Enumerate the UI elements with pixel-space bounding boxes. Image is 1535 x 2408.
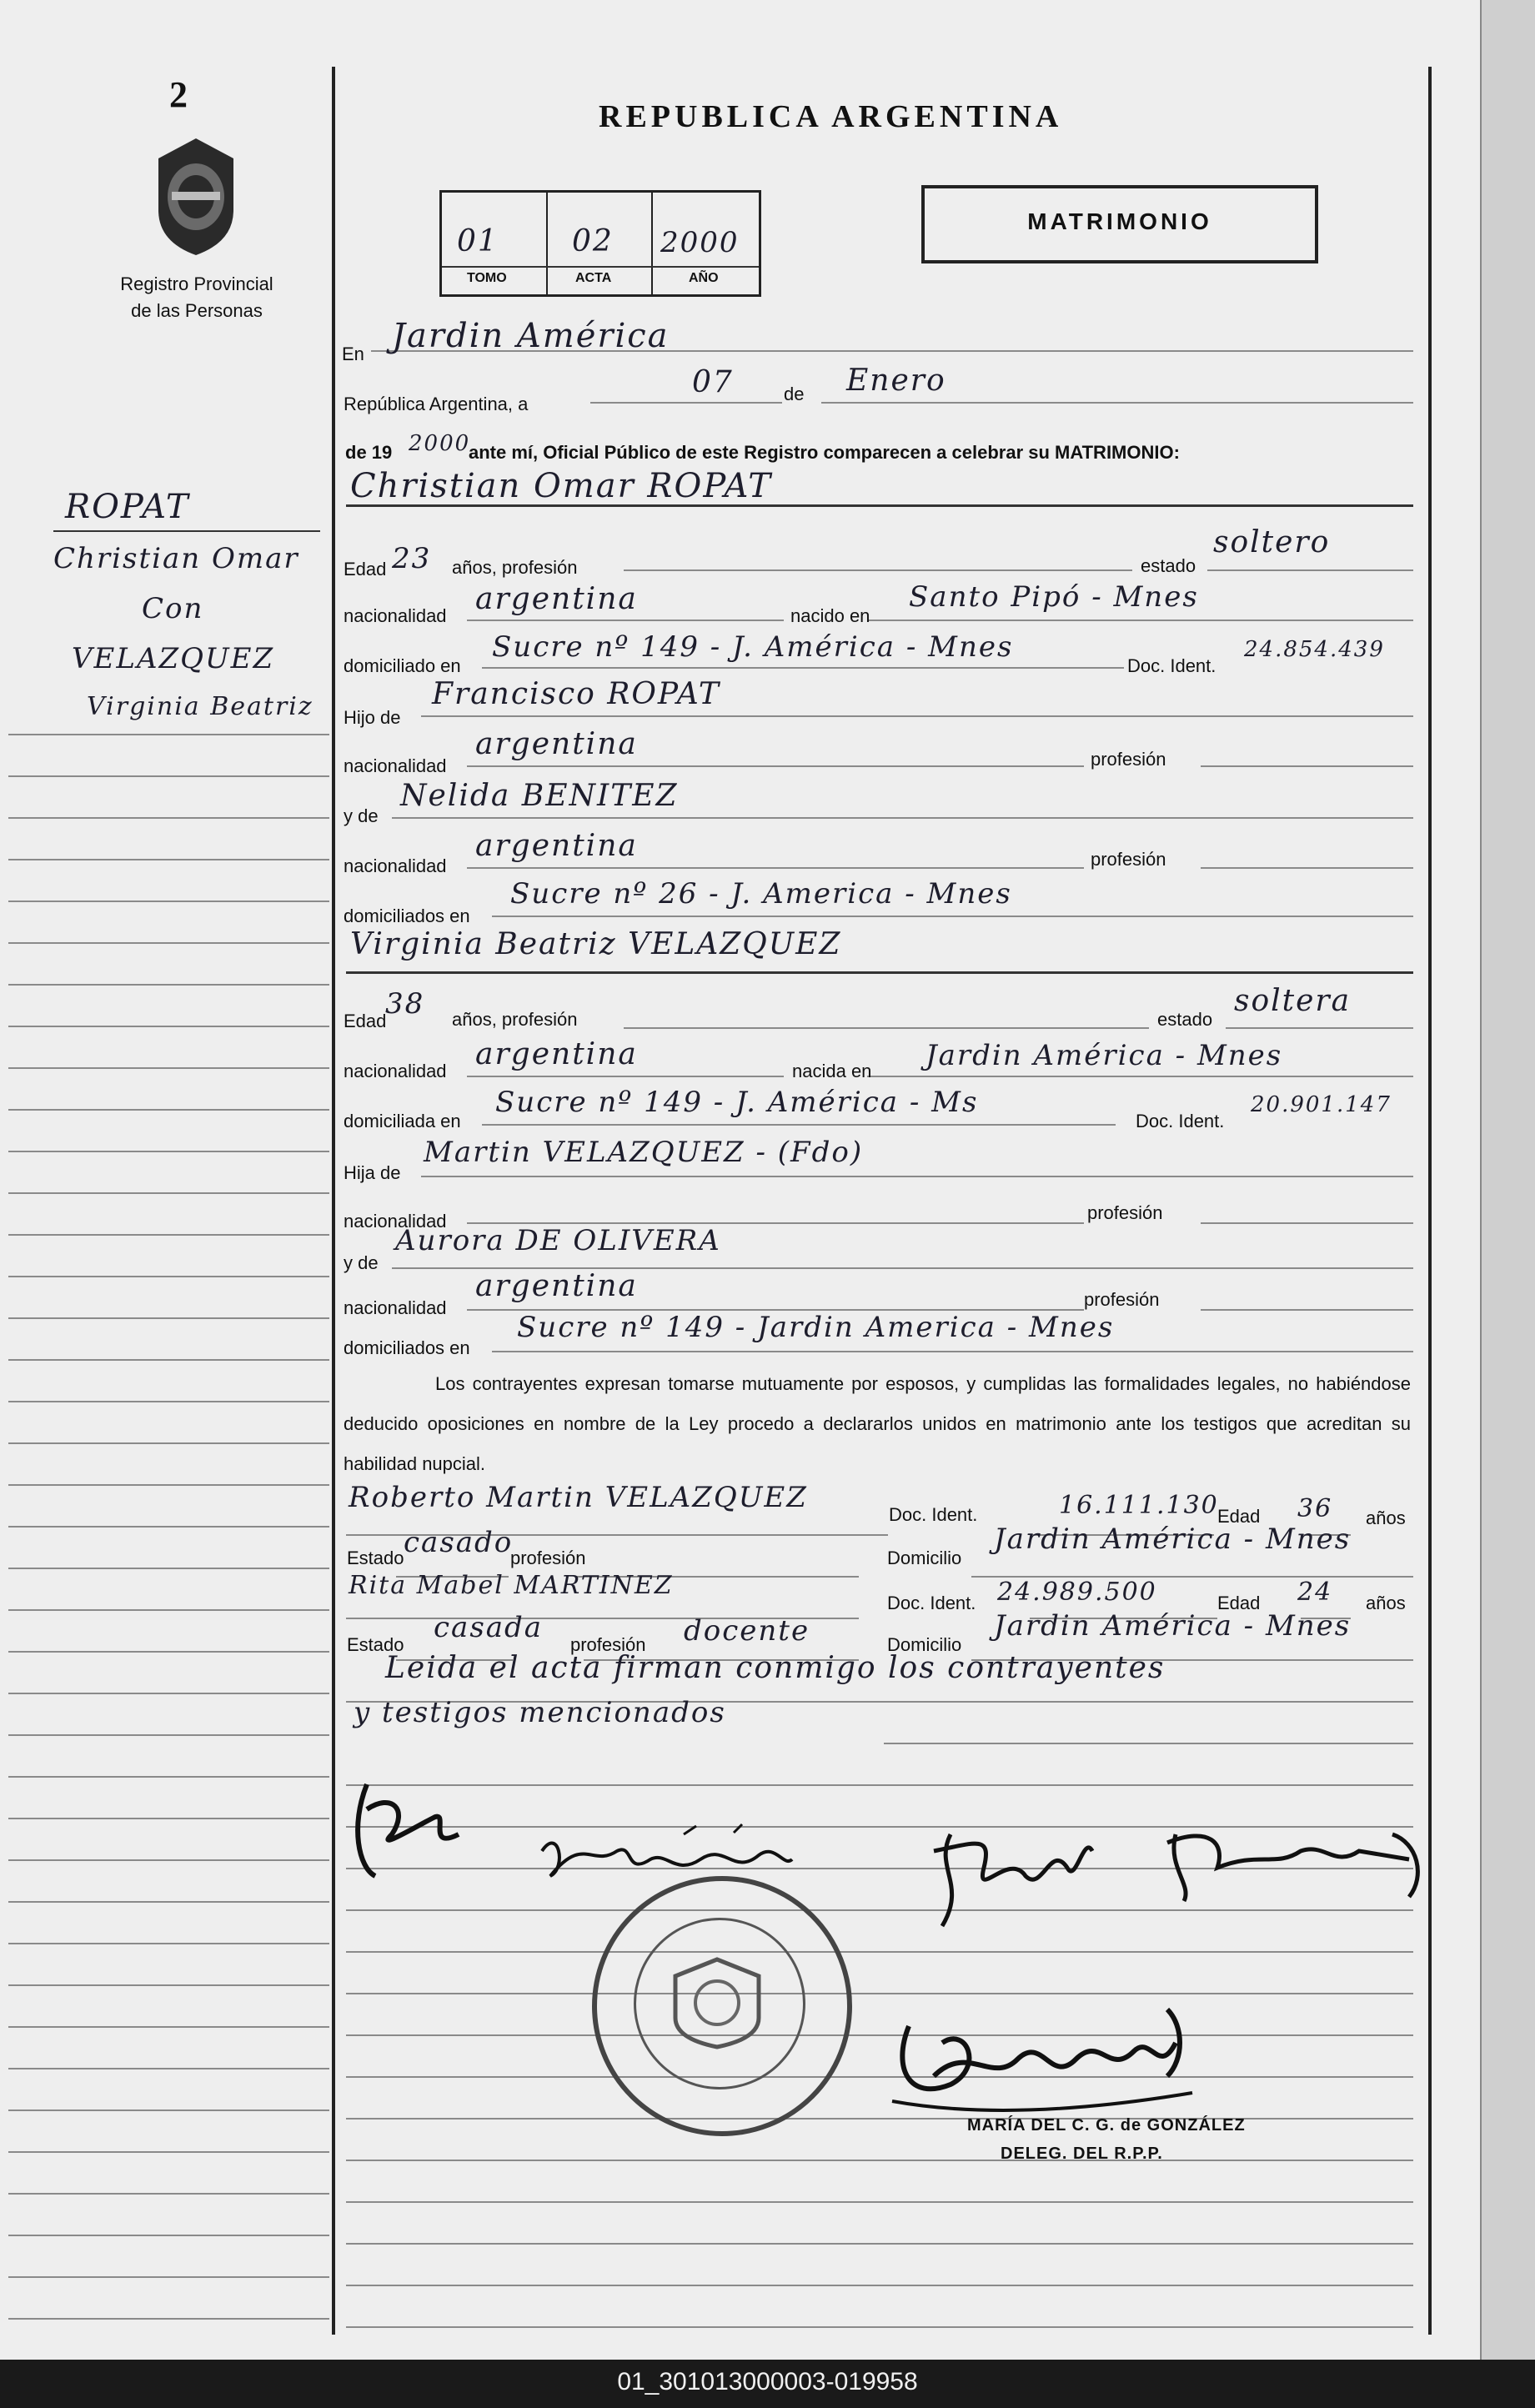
bride-name: Virginia Beatriz VELAZQUEZ: [350, 927, 842, 961]
margin-given2: Virginia Beatriz: [87, 692, 314, 721]
label-de19: de 19: [345, 442, 393, 463]
tomo-label: TOMO: [467, 271, 507, 285]
margin-rule: [53, 530, 320, 532]
label-w1-edad: Edad: [1217, 1506, 1261, 1527]
coat-of-arms-icon: [147, 133, 245, 258]
bride-address: Sucre nº 149 - J. América - Ms: [495, 1086, 979, 1119]
bride-age: 38: [385, 987, 425, 1021]
label-w2-anos: años: [1366, 1593, 1406, 1613]
bride-father: Martin VELAZQUEZ - (Fdo): [424, 1136, 864, 1169]
witness2-age: 24: [1297, 1578, 1333, 1607]
witness1-doc: 16.111.130: [1059, 1491, 1219, 1520]
official-signature-icon: [884, 1993, 1201, 2126]
label-father-profesion: profesión: [1091, 749, 1166, 770]
label-groom-profesion: años, profesión: [452, 557, 578, 578]
formal-text: Los contrayentes expresan tomarse mutuamente por esposos, y cumplidas las formalidades legales, no habiéndose deducido oposiciones en nombre de la Ley procedo a declararlos unidos en matrimonio ante los testigos que acreditan su habilidad nupcial.: [344, 1373, 1411, 1474]
groom-estado: soltero: [1213, 525, 1331, 559]
witness1-domicilio: Jardin América - Mnes: [994, 1523, 1352, 1556]
label-mother-nacionalidad: nacionalidad: [344, 855, 447, 876]
label-mother-profesion: profesión: [1091, 849, 1166, 870]
official-stamp-line1: MARÍA DEL C. G. de GONZÁLEZ: [967, 2116, 1246, 2135]
label-nacido-en: nacido en: [790, 605, 870, 626]
witness2-profesion: docente: [684, 1614, 810, 1648]
acta-value: 02: [572, 224, 614, 258]
witness1-name: Roberto Martin VELAZQUEZ: [349, 1481, 808, 1514]
label-w2-doc: Doc. Ident.: [887, 1593, 976, 1613]
label-y-de: y de: [344, 805, 379, 826]
margin-surname: ROPAT: [65, 488, 190, 526]
page-number: 2: [169, 74, 188, 115]
bride-born-in: Jardin América - Mnes: [926, 1039, 1283, 1072]
closing-line2: y testigos mencionados: [354, 1696, 726, 1729]
label-domiciliados: domiciliados en: [344, 906, 470, 926]
label-bride-profesion: años, profesión: [452, 1009, 578, 1030]
groom-signature-icon: [342, 1776, 467, 1893]
label-w1-domicilio: Domicilio: [887, 1548, 962, 1568]
registry-line1: Registro Provincial: [120, 273, 273, 294]
official-stamp-line2: DELEG. DEL R.P.P.: [1001, 2145, 1163, 2163]
groom-mother-nationality: argentina: [475, 829, 638, 863]
groom-name: Christian Omar ROPAT: [350, 467, 772, 505]
bride-mother-nationality: argentina: [475, 1269, 638, 1303]
label-bride-father-nac: nacionalidad: [344, 1211, 447, 1232]
witness2-domicilio: Jardin América - Mnes: [994, 1609, 1352, 1643]
binding-edge: [1480, 0, 1535, 2360]
margin-given: Christian Omar: [53, 542, 299, 575]
tomo-value: 01: [457, 224, 499, 258]
label-domiciliado: domiciliado en: [344, 655, 461, 676]
label-w1-anos: años: [1366, 1508, 1406, 1528]
label-groom-doc: Doc. Ident.: [1127, 655, 1216, 676]
page-title: REPUBLICA ARGENTINA: [599, 99, 1063, 134]
witness1-estado: casado: [404, 1526, 514, 1559]
day: 07: [692, 365, 734, 399]
label-w2-profesion: profesión: [570, 1634, 646, 1655]
witness2-doc: 24.989.500: [997, 1578, 1157, 1607]
acta-label: ACTA: [575, 271, 612, 285]
label-ante-mi: ante mí, Oficial Público de este Registro comparecen a celebrar su MATRIMONIO:: [469, 442, 1180, 463]
groom-doc: 24.854.439: [1244, 637, 1385, 662]
year: 2000: [409, 431, 471, 456]
groom-born-in: Santo Pipó - Mnes: [909, 580, 1199, 614]
bride-nationality: argentina: [475, 1037, 638, 1071]
label-groom-nacionalidad: nacionalidad: [344, 605, 447, 626]
label-bride-father-prof: profesión: [1087, 1202, 1163, 1223]
margin-surname2: VELAZQUEZ: [72, 642, 275, 675]
closing-line1: Leida el acta firman conmigo los contrayentes: [385, 1651, 1166, 1685]
groom-age: 23: [392, 542, 432, 575]
label-bride-y-de: y de: [344, 1252, 379, 1273]
seal-emblem-icon: [659, 1951, 775, 2051]
witness2-estado: casada: [434, 1611, 544, 1644]
label-hija-de: Hija de: [344, 1162, 401, 1183]
label-bride-edad: Edad: [344, 1011, 387, 1031]
right-frame-line: [1428, 67, 1432, 2335]
record-index-box: [439, 190, 761, 297]
groom-father: Francisco ROPAT: [432, 677, 720, 711]
witness1-signature-icon: [917, 1818, 1101, 1943]
label-republica: República Argentina, a: [344, 394, 529, 414]
groom-parents-address: Sucre nº 26 - J. America - Mnes: [510, 877, 1012, 911]
record-type-box: [921, 185, 1318, 263]
label-domiciliada: domiciliada en: [344, 1111, 461, 1131]
ano-value: 2000: [660, 226, 740, 259]
bride-doc: 20.901.147: [1251, 1092, 1392, 1117]
label-bride-mother-nac: nacionalidad: [344, 1297, 447, 1318]
bride-mother: Aurora DE OLIVERA: [395, 1224, 721, 1257]
bride-parents-address: Sucre nº 149 - Jardin America - Mnes: [517, 1311, 1115, 1344]
label-bride-mother-prof: profesión: [1084, 1289, 1160, 1310]
witness2-signature-icon: [1159, 1818, 1434, 1909]
label-w1-doc: Doc. Ident.: [889, 1504, 978, 1525]
footer-code: 01_301013000003-019958: [617, 2368, 918, 2395]
label-w1-profesion: profesión: [510, 1548, 586, 1568]
witness1-age: 36: [1297, 1494, 1333, 1523]
label-groom-edad: Edad: [344, 559, 387, 579]
label-en: En: [342, 344, 364, 364]
label-bride-domiciliados: domiciliados en: [344, 1337, 470, 1358]
groom-nationality: argentina: [475, 582, 638, 616]
label-w2-domicilio: Domicilio: [887, 1634, 962, 1655]
label-groom-estado: estado: [1141, 555, 1196, 576]
month: Enero: [846, 364, 946, 398]
left-frame-line: [332, 67, 335, 2335]
record-type: MATRIMONIO: [1027, 208, 1212, 234]
groom-address: Sucre nº 149 - J. América - Mnes: [492, 630, 1014, 664]
bride-estado: soltera: [1234, 984, 1352, 1018]
registry-line2: de las Personas: [131, 300, 263, 321]
margin-con: Con: [142, 592, 204, 625]
ano-label: AÑO: [689, 271, 719, 285]
label-father-nacionalidad: nacionalidad: [344, 755, 447, 776]
label-bride-nacionalidad: nacionalidad: [344, 1061, 447, 1081]
label-bride-estado: estado: [1157, 1009, 1213, 1030]
label-w2-edad: Edad: [1217, 1593, 1261, 1613]
label-de: de: [784, 384, 805, 404]
label-w2-estado: Estado: [347, 1634, 404, 1655]
groom-mother: Nelida BENITEZ: [400, 779, 679, 813]
label-nacida-en: nacida en: [792, 1061, 872, 1081]
label-w1-estado: Estado: [347, 1548, 404, 1568]
groom-father-nationality: argentina: [475, 727, 638, 761]
label-bride-doc: Doc. Ident.: [1136, 1111, 1225, 1131]
label-hijo-de: Hijo de: [344, 707, 401, 728]
witness2-name: Rita Mabel MARTINEZ: [349, 1571, 674, 1600]
place: Jardin América: [392, 317, 670, 355]
